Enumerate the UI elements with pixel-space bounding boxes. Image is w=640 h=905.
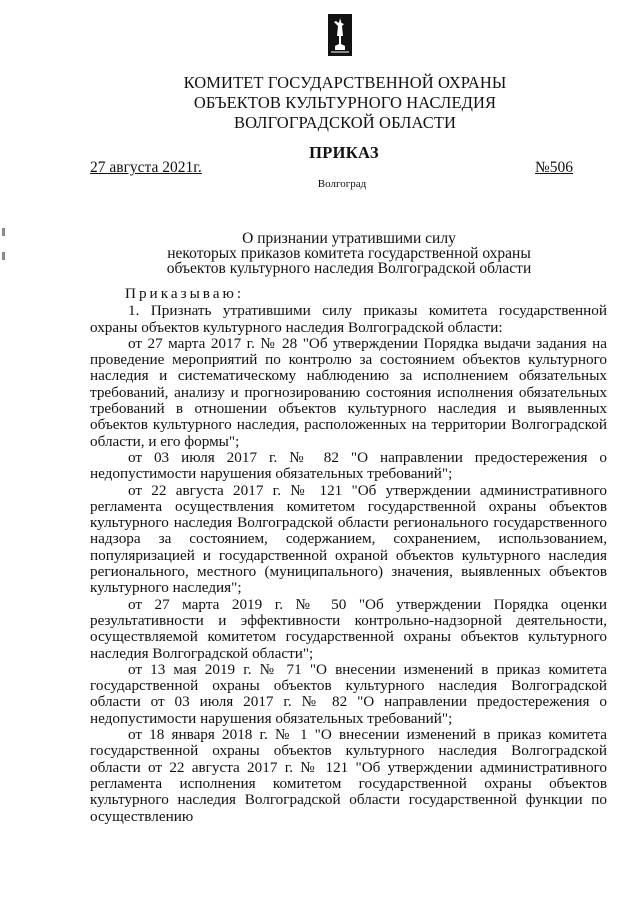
paragraph: от 27 марта 2017 г. № 28 "Об утверждении Порядка выдачи задания на проведение мероприятий по контролю за состоянием объектов культурного наследия и систематическому наблюдению за исполнением обязательных требований, анализу и прогнозированию состояния исполнения обязательных требований в отношении объектов культурного наследия и выявленных объектов культурного наследия, расположенных на территории Волгоградской области, и его формы";: [90, 334, 607, 450]
scan-margin-mark: [2, 228, 5, 236]
org-name-line-1: КОМИТЕТ ГОСУДАРСТВЕННОЙ ОХРАНЫ: [183, 73, 507, 92]
document-type: ПРИКАЗ: [309, 143, 379, 162]
paragraph: от 18 января 2018 г. № 1 "О внесении изменений в приказ комитета государственной охраны объектов культурного наследия Волгоградской области от 22 августа 2017 г. № 121 "Об утверждении административного регламента исполнения комитетом государственной охраны объектов культурного наследия Волгоградской области государственной функции по осуществлению: [90, 726, 607, 825]
paragraph: от 22 августа 2017 г. № 121 "Об утверждении административного регламента осуществления комитетом государственной охраны объектов культурного наследия Волгоградской области регионального государственного надзора за состоянием, содержанием, сохранением, использованием, популяризацией и государственной охраной объектов культурного наследия регионального, местного (муниципального) значения, выявленных объектов культурного наследия";: [90, 481, 607, 597]
paragraph: от 03 июля 2017 г. № 82 "О направлении предостережения о недопустимости нарушения обязательных требований";: [90, 448, 607, 483]
title-line-2: некоторых приказов комитета государственной охраны: [167, 245, 531, 262]
title-line-1: О признании утратившими силу: [242, 230, 456, 247]
paragraph: от 27 марта 2019 г. № 50 "Об утверждении Порядка оценки результативности и эффективности контрольно-надзорной деятельности, осуществляемой комитетом государственной охраны объектов культурного наследия Волгоградской области";: [90, 595, 607, 662]
paragraph: от 13 мая 2019 г. № 71 "О внесении изменений в приказ комитета государственной охраны объектов культурного наследия Волгоградской области от 03 июля 2017 г. № 82 "О направлении предостережения о недопустимости нарушения обязательных требований";: [90, 660, 607, 727]
paragraph: 1. Признать утратившими силу приказы комитета государственной охраны объектов культурного наследия Волгоградской области:: [90, 302, 607, 336]
title-line-3: объектов культурного наследия Волгоградской области: [166, 260, 532, 277]
document-number: №506: [535, 159, 574, 176]
organization-header: [0, 73, 640, 133]
document-title: [0, 231, 640, 276]
document-body: [90, 286, 607, 825]
org-name-line-2: ОБЪЕКТОВ КУЛЬТУРНОГО НАСЛЕДИЯ: [193, 93, 497, 112]
document-date: 27 августа 2021г.: [90, 159, 202, 176]
scan-margin-mark: [2, 252, 5, 260]
order-word: Приказываю:: [125, 285, 245, 302]
volgograd-coat-of-arms-icon: [328, 14, 352, 56]
org-name-line-3: ВОЛГОГРАДСКОЙ ОБЛАСТИ: [233, 113, 457, 132]
document-city: Волгоград: [317, 178, 367, 190]
